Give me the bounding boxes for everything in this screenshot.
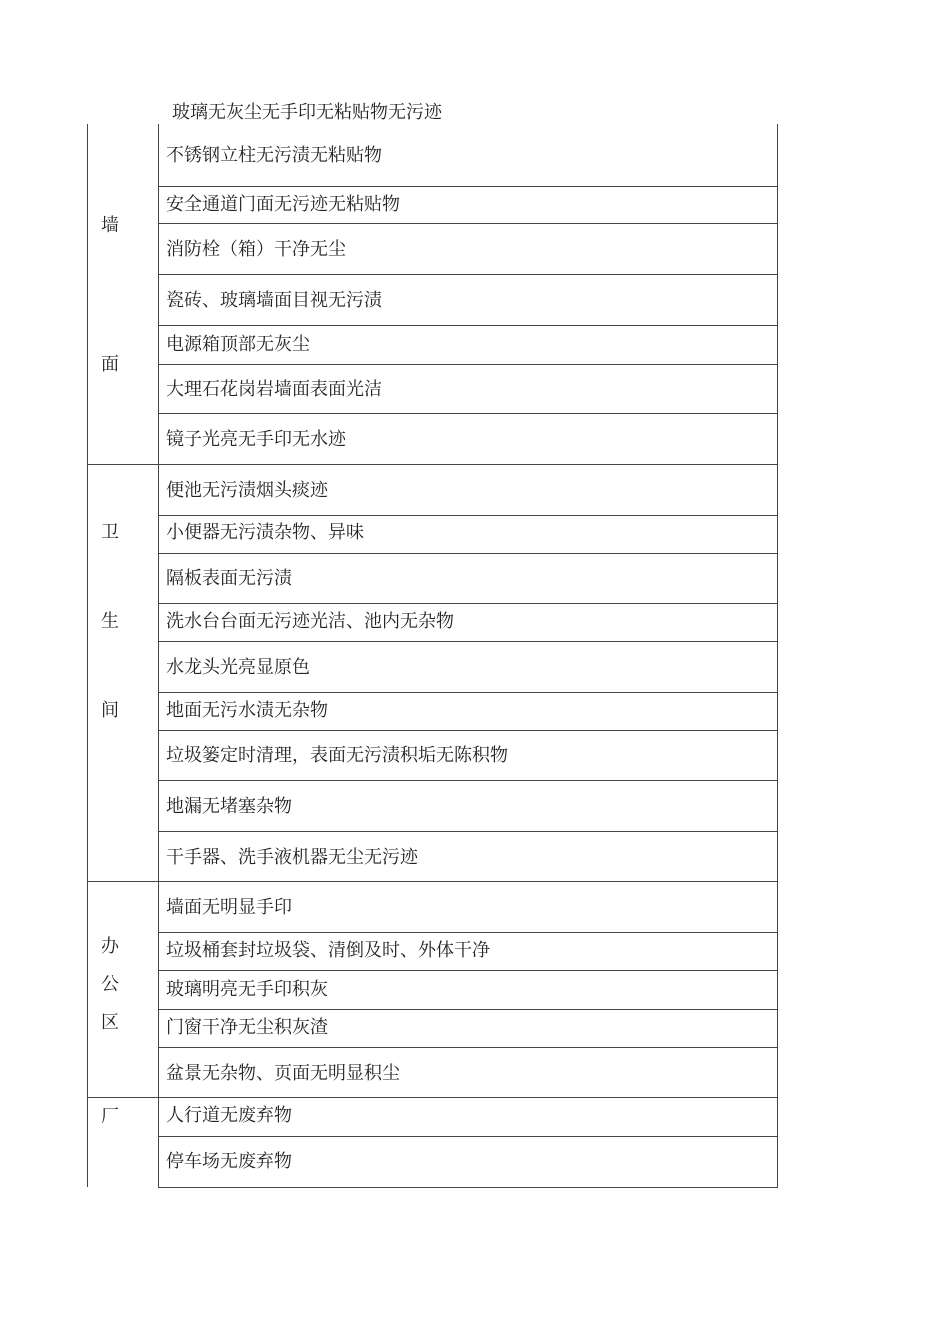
table-row: 垃圾桶套封垃圾袋、清倒及时、外体干净 <box>166 940 490 961</box>
table-row: 消防栓（箱）干净无尘 <box>166 239 346 260</box>
category-label: 墙 <box>101 215 119 236</box>
row-divider <box>158 641 778 642</box>
table-row: 人行道无废弃物 <box>166 1105 292 1126</box>
table-row: 不锈钢立柱无污渍无粘贴物 <box>166 145 382 166</box>
table-right-border <box>777 124 778 1188</box>
continued-row-text: 玻璃无灰尘无手印无粘贴物无污迹 <box>172 102 442 123</box>
row-divider <box>158 413 778 414</box>
table-row: 安全通道门面无污迹无粘贴物 <box>166 194 400 215</box>
category-label: 卫 <box>101 522 119 543</box>
category-divider <box>87 1097 778 1098</box>
category-divider <box>87 464 778 465</box>
table-row: 地面无污水渍无杂物 <box>166 700 328 721</box>
row-divider <box>158 1047 778 1048</box>
row-divider <box>158 970 778 971</box>
row-divider <box>158 932 778 933</box>
table-row: 地漏无堵塞杂物 <box>166 796 292 817</box>
table-row: 垃圾篓定时清理，表面无污渍积垢无陈积物 <box>166 745 508 766</box>
table-row: 水龙头光亮显原色 <box>166 657 310 678</box>
row-divider <box>158 186 778 187</box>
row-divider <box>158 603 778 604</box>
category-label: 公 <box>101 974 119 995</box>
table-bottom-border <box>158 1187 778 1188</box>
category-label: 间 <box>101 700 119 721</box>
category-label: 生 <box>101 611 119 632</box>
row-divider <box>158 325 778 326</box>
category-divider <box>87 881 778 882</box>
table-row: 门窗干净无尘积灰渣 <box>166 1017 328 1038</box>
row-divider <box>158 1136 778 1137</box>
table-row: 电源箱顶部无灰尘 <box>166 334 310 355</box>
row-divider <box>158 515 778 516</box>
table-row: 洗水台台面无污迹光洁、池内无杂物 <box>166 611 454 632</box>
row-divider <box>158 730 778 731</box>
row-divider <box>158 831 778 832</box>
table-row: 隔板表面无污渍 <box>166 568 292 589</box>
row-divider <box>158 553 778 554</box>
category-label: 办 <box>101 936 119 957</box>
table-row: 盆景无杂物、页面无明显积尘 <box>166 1063 400 1084</box>
row-divider <box>158 692 778 693</box>
table-row: 小便器无污渍杂物、异味 <box>166 522 364 543</box>
table-row: 停车场无废弃物 <box>166 1151 292 1172</box>
table-row: 瓷砖、玻璃墙面目视无污渍 <box>166 290 382 311</box>
row-divider <box>158 780 778 781</box>
row-divider <box>158 364 778 365</box>
table-row: 墙面无明显手印 <box>166 897 292 918</box>
row-divider <box>158 223 778 224</box>
table-row: 大理石花岗岩墙面表面光洁 <box>166 379 382 400</box>
table-row: 玻璃明亮无手印积灰 <box>166 979 328 1000</box>
table-row: 镜子光亮无手印无水迹 <box>166 429 346 450</box>
category-label: 厂 <box>101 1106 119 1127</box>
table-column-divider <box>158 124 159 1188</box>
row-divider <box>158 1009 778 1010</box>
table-row: 便池无污渍烟头痰迹 <box>166 480 328 501</box>
table-left-border <box>87 124 88 1187</box>
row-divider <box>158 274 778 275</box>
category-label: 面 <box>101 354 119 375</box>
table-row: 干手器、洗手液机器无尘无污迹 <box>166 847 418 868</box>
category-label: 区 <box>101 1012 119 1033</box>
